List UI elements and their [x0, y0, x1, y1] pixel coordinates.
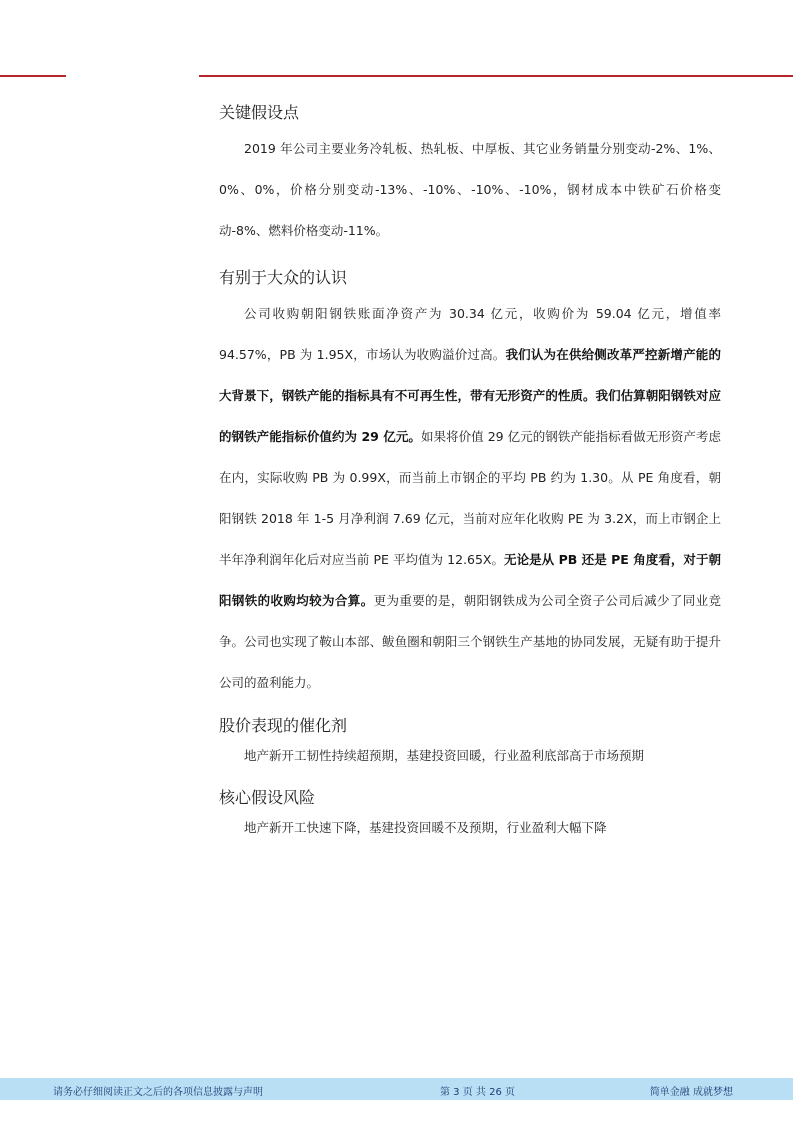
text-segment: 更为重要的是，朝阳钢铁成为公司全资子公司后减少了同业竞争。公司也实现了鞍山本部、鲅鱼圈和朝阳三个钢铁生产基地的协同发展，无疑有助于提升公司的盈利能力。: [219, 593, 721, 690]
key-assumptions-paragraph: 2019 年公司主要业务冷轧板、热轧板、中厚板、其它业务销量分别变动-2%、1%、0%、0%，价格分别变动-13%、-10%、-10%、-10%，钢材成本中铁矿石价格变动-8%、燃料价格变动-11%。: [219, 141, 721, 238]
different-view-paragraph: [219, 293, 721, 703]
section-title-key-assumptions: 关键假设点: [219, 103, 300, 122]
risks-paragraph: 地产新开工快速下降，基建投资回暖不及预期，行业盈利大幅下降: [244, 820, 607, 835]
text-segment: 如果将价值 29 亿元的钢铁产能指标看做无形资产考虑在内，实际收购 PB 为 0.99X，而当前上市钢企的平均 PB 约为 1.30。从 PE 角度看，朝阳钢铁 2018 年 1-5 月净利润 7.69 亿元，当前对应年化收购 PE 为 3.2X，而上市钢企上半年净利润年化后对应当前 PE 平均值为 12.65X。: [219, 429, 721, 567]
section-title-catalysts: 股价表现的催化剂: [219, 716, 348, 735]
report-body: [219, 98, 721, 843]
section-title-different-view: 有别于大众的认识: [219, 268, 348, 287]
bold-segment: 我们认为在供给侧改革严控新增产能的大背景下，钢铁产能的指标具有不可再生性，带有无形资产的性质。我们估算朝阳钢铁对应的钢铁产能指标价值约为 29 亿元。: [219, 347, 721, 444]
footer-slogan: 简单金融 成就梦想: [649, 1087, 733, 1098]
footer-page-number: 第 3 页 共 26 页: [440, 1087, 515, 1098]
section-title-risks: 核心假设风险: [219, 788, 316, 807]
page-footer: [0, 1078, 793, 1100]
catalysts-paragraph: 地产新开工韧性持续超预期，基建投资回暖，行业盈利底部高于市场预期: [244, 748, 645, 763]
text-segment: 公司收购朝阳钢铁账面净资产为 30.34 亿元，收购价为 59.04 亿元，增值率 94.57%，PB 为 1.95X，市场认为收购溢价过高。: [219, 306, 721, 362]
footer-disclaimer: 请务必仔细阅读正文之后的各项信息披露与声明: [53, 1087, 263, 1098]
bold-segment: 无论是从 PB 还是 PE 角度看，对于朝阳钢铁的收购均较为合算。: [219, 552, 721, 608]
header-rule-left: [0, 75, 66, 77]
header-rule-right: [199, 75, 793, 77]
